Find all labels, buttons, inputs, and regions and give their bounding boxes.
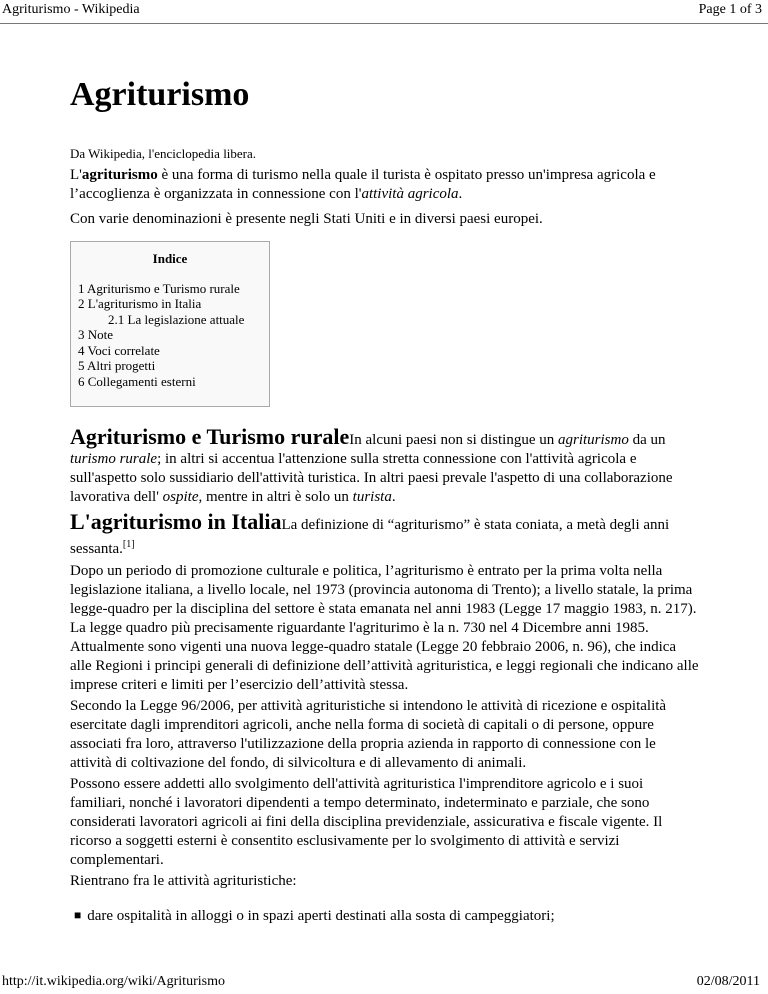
table-of-contents	[70, 241, 270, 407]
paragraph-law-96-2006: Secondo la Legge 96/2006, per attività agrituristiche si intendono le attività di ricezione e ospitalità esercitate dagli imprenditori agricoli, anche nella forma di società di capitali o di persone, oppure associati fra loro, attraverso l'utilizzazione della propria azienda in rapporto di connessione con le attività di coltivazione del fondo, di silvicoltura e di allevamento di animali.	[70, 698, 667, 771]
paragraph-rientrano: Rientrano fra le attività agrituristiche:	[70, 873, 297, 889]
term-agriturismo: agriturismo	[81, 167, 158, 183]
page-subtitle: Da Wikipedia, l'enciclopedia libera.	[70, 146, 257, 161]
toc-item-1[interactable]: 1 Agriturismo e Turismo rurale	[78, 280, 240, 296]
section-agriturismo-turismo-rurale: Agriturismo e Turismo ruraleIn alcuni paesi non si distingue un agriturismo da un turismo rurale; in altri si accentua l'attenzione sulla stretta connessione con l'attività agricola e sull'aspetto solo sussidiario dell'attività turistica. In altri paesi prevale l'aspetto di una collaborazione lavorativa dell' ospite, mentre in altri è solo un turista.	[70, 424, 673, 505]
section-agriturismo-in-italia-lead: L'agriturismo in ItaliaLa definizione di “agriturismo” è stata coniata, a metà degli anni sessanta.[1]	[70, 509, 670, 557]
toc-item-2[interactable]: 2 L'agriturismo in Italia	[78, 296, 202, 311]
toc-item-6[interactable]: 6 Collegamenti esterni	[78, 373, 196, 389]
intro-paragraph-2: Con varie denominazioni è presente negli Stati Uniti e in diversi paesi europei.	[70, 211, 543, 227]
intro-paragraph: L'agriturismo è una forma di turismo nella quale il turista è ospitato presso un'impresa agricola e l’accoglienza è organizzata in connessione con l'attività agricola.	[70, 167, 656, 202]
page-title: Agriturismo	[70, 76, 250, 113]
print-footer-date: 02/08/2011	[696, 974, 760, 989]
print-header-left: Agriturismo - Wikipedia	[2, 2, 140, 17]
section-heading-1: Agriturismo e Turismo rurale	[70, 424, 350, 449]
paragraph-addetti: Possono essere addetti allo svolgimento dell'attività agrituristica l'imprenditore agricolo e i suoi familiari, nonché i lavoratori dipendenti a tempo determinato, indeterminato e parziale, che sono considerati lavoratori agricoli ai fini della disciplina previdenziale, assicurativa e fiscale vigente. Il ricorso a soggetti esterni è consentito esclusivamente per lo svolgimento di attività e servizi complementari.	[70, 776, 663, 868]
header-rule	[0, 23, 768, 24]
toc-item-3[interactable]: 3 Note	[78, 327, 114, 342]
toc-title: Indice	[152, 251, 188, 266]
print-header-page: Page 1 of 3	[698, 2, 762, 17]
list-item: ■ dare ospitalità in alloggi o in spazi aperti destinati alla sosta di campeggiatori;	[70, 908, 555, 925]
toc-item-5[interactable]: 5 Altri progetti	[78, 358, 156, 373]
paragraph-history: Dopo un periodo di promozione culturale e politica, l’agriturismo è entrato per la prima volta nella legislazione italiana, a livello locale, nel 1973 (provincia autonoma di Trento); a livello statale, la prima legge-quadro per la disciplina del settore è stata emanata nel anni 1983 (Legge 17 maggio 1983, n. 217). La legge quadro più precisamente riguardante l'agriturimo è la n. 730 nel 4 Dicembre anni 1985. Attualmente sono vigenti una nuova legge-quadro statale (Legge 20 febbraio 2006, n. 96), che indica alle Regioni i principi generali di definizione dell’attività agrituristica, e leggi regionali che indicano alle imprese criteri e limiti per l’esercizio dell’attività stessa.	[70, 563, 699, 693]
activities-list	[70, 908, 555, 925]
toc-item-4[interactable]: 4 Voci correlate	[78, 342, 160, 358]
print-footer-url: http://it.wikipedia.org/wiki/Agriturismo	[2, 974, 225, 989]
toc-item-2-1[interactable]: 2.1 La legislazione attuale	[108, 311, 245, 327]
link-attivita-agricola[interactable]: attività agricola	[361, 186, 459, 202]
footnote-ref-1[interactable]: [1]	[122, 539, 135, 550]
section-heading-2: L'agriturismo in Italia	[70, 509, 282, 534]
